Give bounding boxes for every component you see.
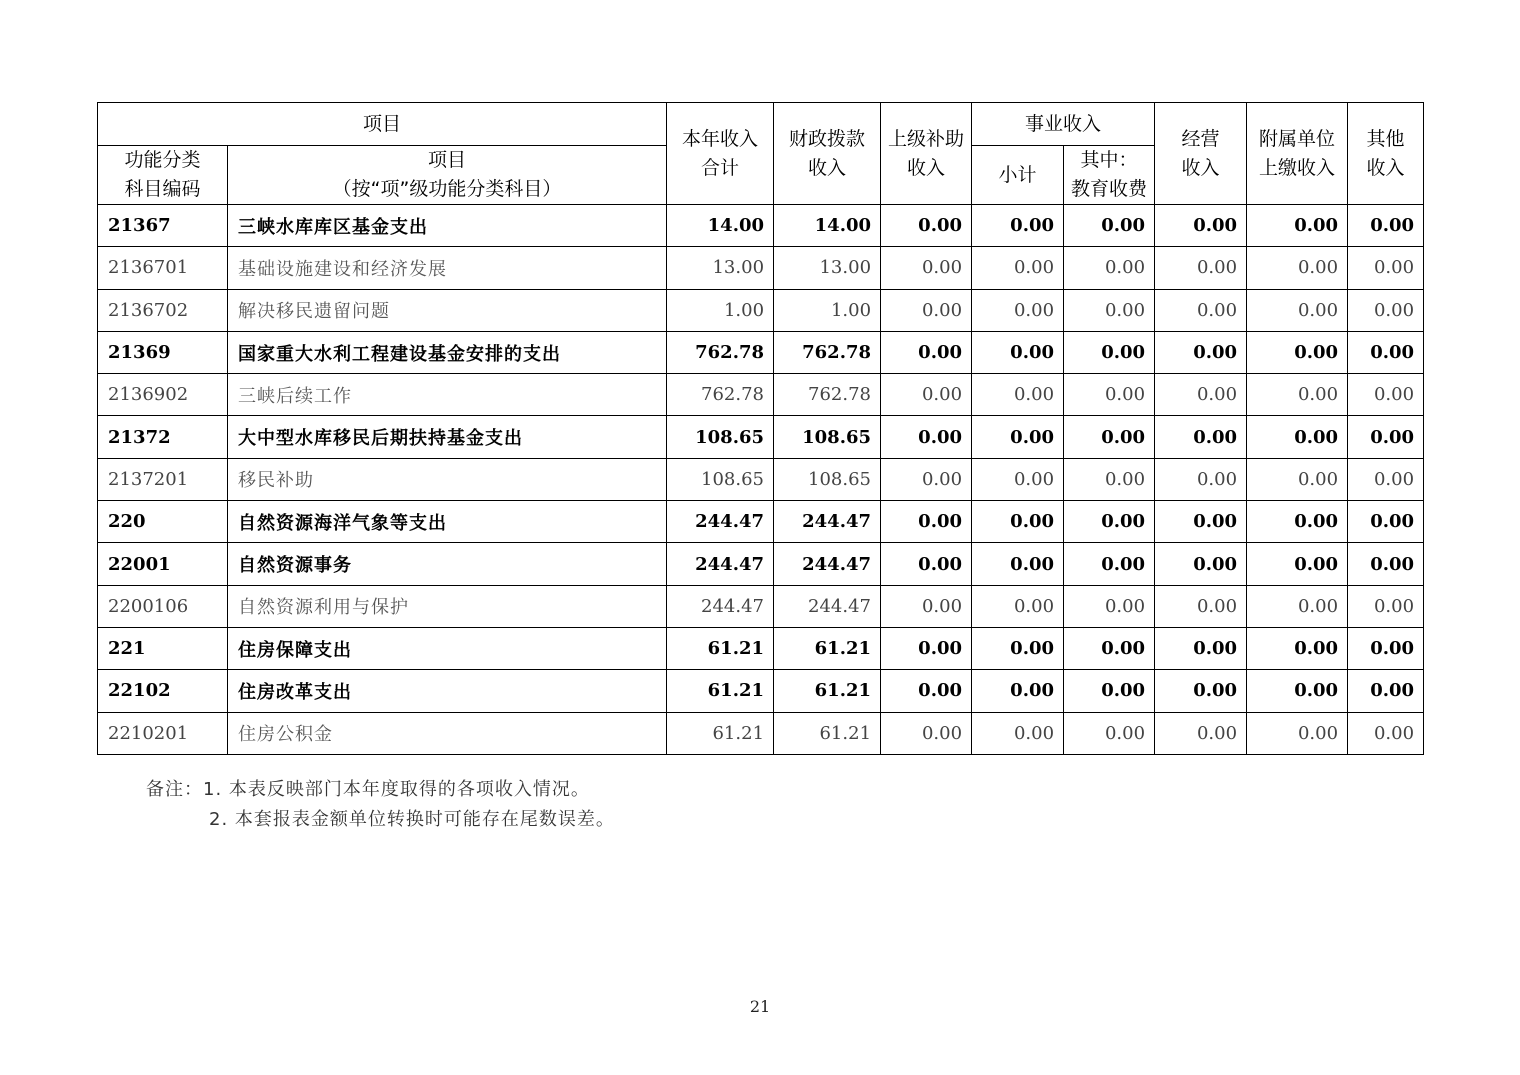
cell-subtotal: 0.00	[972, 247, 1064, 289]
cell-total: 244.47	[667, 543, 774, 585]
cell-superior: 0.00	[881, 247, 972, 289]
cell-code: 2137201	[98, 458, 228, 500]
cell-edu: 0.00	[1064, 458, 1155, 500]
cell-other: 0.00	[1348, 543, 1424, 585]
cell-other: 0.00	[1348, 627, 1424, 669]
cell-business: 0.00	[1155, 247, 1247, 289]
cell-code: 22001	[98, 543, 228, 585]
header-name	[228, 146, 667, 205]
cell-code: 2200106	[98, 585, 228, 627]
header-total-line2: 合计	[701, 156, 740, 179]
cell-affiliated: 0.00	[1247, 416, 1348, 458]
cell-code: 2136701	[98, 247, 228, 289]
header-fiscal-line2: 收入	[808, 156, 847, 179]
cell-subtotal: 0.00	[972, 501, 1064, 543]
header-code-line2: 科目编码	[124, 178, 201, 200]
cell-superior: 0.00	[881, 585, 972, 627]
header-fiscal	[774, 103, 881, 205]
cell-affiliated: 0.00	[1247, 501, 1348, 543]
header-total-line1: 本年收入	[682, 127, 759, 150]
cell-code: 21372	[98, 416, 228, 458]
cell-fiscal: 61.21	[774, 670, 881, 712]
table-body	[98, 205, 1424, 755]
header-affiliated	[1247, 103, 1348, 205]
note-line-2: 2. 本套报表金额单位转换时可能存在尾数误差。	[209, 809, 615, 830]
cell-superior: 0.00	[881, 458, 972, 500]
header-other-line1: 其他	[1366, 127, 1405, 150]
cell-affiliated: 0.00	[1247, 627, 1348, 669]
cell-edu: 0.00	[1064, 501, 1155, 543]
table-row	[98, 543, 1424, 585]
cell-business: 0.00	[1155, 205, 1247, 247]
cell-name: 住房公积金	[228, 712, 667, 754]
cell-edu: 0.00	[1064, 331, 1155, 373]
cell-affiliated: 0.00	[1247, 331, 1348, 373]
cell-total: 61.21	[667, 670, 774, 712]
cell-subtotal: 0.00	[972, 458, 1064, 500]
cell-other: 0.00	[1348, 712, 1424, 754]
cell-affiliated: 0.00	[1247, 458, 1348, 500]
cell-superior: 0.00	[881, 289, 972, 331]
cell-affiliated: 0.00	[1247, 289, 1348, 331]
cell-total: 14.00	[667, 205, 774, 247]
cell-total: 108.65	[667, 458, 774, 500]
cell-superior: 0.00	[881, 374, 972, 416]
table-row	[98, 289, 1424, 331]
cell-name: 移民补助	[228, 458, 667, 500]
header-business	[1155, 103, 1247, 205]
cell-total: 244.47	[667, 585, 774, 627]
cell-affiliated: 0.00	[1247, 374, 1348, 416]
cell-subtotal: 0.00	[972, 543, 1064, 585]
table-row	[98, 247, 1424, 289]
header-project: 项目	[98, 103, 667, 146]
cell-business: 0.00	[1155, 627, 1247, 669]
cell-fiscal: 61.21	[774, 627, 881, 669]
cell-other: 0.00	[1348, 289, 1424, 331]
cell-edu: 0.00	[1064, 543, 1155, 585]
cell-fiscal: 108.65	[774, 416, 881, 458]
cell-fiscal: 244.47	[774, 585, 881, 627]
cell-business: 0.00	[1155, 416, 1247, 458]
table-notes	[146, 775, 615, 835]
cell-fiscal: 244.47	[774, 501, 881, 543]
cell-edu: 0.00	[1064, 205, 1155, 247]
cell-other: 0.00	[1348, 331, 1424, 373]
cell-subtotal: 0.00	[972, 374, 1064, 416]
table-row	[98, 458, 1424, 500]
cell-superior: 0.00	[881, 712, 972, 754]
cell-edu: 0.00	[1064, 289, 1155, 331]
cell-business: 0.00	[1155, 289, 1247, 331]
cell-name: 三峡后续工作	[228, 374, 667, 416]
table-row	[98, 205, 1424, 247]
table-row	[98, 501, 1424, 543]
cell-superior: 0.00	[881, 205, 972, 247]
cell-code: 221	[98, 627, 228, 669]
cell-code: 2210201	[98, 712, 228, 754]
cell-edu: 0.00	[1064, 627, 1155, 669]
page-number: 21	[749, 997, 771, 1016]
cell-edu: 0.00	[1064, 585, 1155, 627]
header-business-line1: 经营	[1181, 127, 1220, 150]
cell-name: 国家重大水利工程建设基金安排的支出	[228, 331, 667, 373]
header-career: 事业收入	[972, 103, 1155, 146]
cell-other: 0.00	[1348, 501, 1424, 543]
cell-other: 0.00	[1348, 416, 1424, 458]
cell-superior: 0.00	[881, 416, 972, 458]
cell-business: 0.00	[1155, 585, 1247, 627]
cell-edu: 0.00	[1064, 374, 1155, 416]
table-row	[98, 374, 1424, 416]
header-name-line2: （按“项”级功能分类科目）	[332, 178, 562, 200]
header-other	[1348, 103, 1424, 205]
cell-code: 220	[98, 501, 228, 543]
cell-superior: 0.00	[881, 501, 972, 543]
cell-affiliated: 0.00	[1247, 247, 1348, 289]
cell-subtotal: 0.00	[972, 670, 1064, 712]
cell-name: 住房保障支出	[228, 627, 667, 669]
header-edu	[1064, 146, 1155, 205]
cell-fiscal: 762.78	[774, 374, 881, 416]
cell-fiscal: 61.21	[774, 712, 881, 754]
header-edu-line2: 教育收费	[1071, 178, 1148, 200]
cell-subtotal: 0.00	[972, 416, 1064, 458]
cell-business: 0.00	[1155, 712, 1247, 754]
header-business-line2: 收入	[1181, 156, 1220, 179]
cell-code: 2136902	[98, 374, 228, 416]
cell-fiscal: 244.47	[774, 543, 881, 585]
cell-affiliated: 0.00	[1247, 543, 1348, 585]
cell-other: 0.00	[1348, 585, 1424, 627]
cell-business: 0.00	[1155, 501, 1247, 543]
header-code-line1: 功能分类	[124, 149, 201, 171]
cell-affiliated: 0.00	[1247, 585, 1348, 627]
cell-edu: 0.00	[1064, 416, 1155, 458]
table-row	[98, 627, 1424, 669]
cell-edu: 0.00	[1064, 712, 1155, 754]
cell-subtotal: 0.00	[972, 627, 1064, 669]
cell-fiscal: 762.78	[774, 331, 881, 373]
header-affiliated-line2: 上缴收入	[1259, 156, 1336, 179]
cell-total: 244.47	[667, 501, 774, 543]
cell-affiliated: 0.00	[1247, 670, 1348, 712]
cell-affiliated: 0.00	[1247, 205, 1348, 247]
cell-total: 61.21	[667, 712, 774, 754]
header-superior-line2: 收入	[907, 156, 946, 179]
header-affiliated-line1: 附属单位	[1259, 127, 1336, 150]
cell-name: 基础设施建设和经济发展	[228, 247, 667, 289]
cell-total: 13.00	[667, 247, 774, 289]
cell-total: 108.65	[667, 416, 774, 458]
cell-code: 2136702	[98, 289, 228, 331]
header-edu-line1: 其中：	[1080, 149, 1138, 171]
cell-code: 22102	[98, 670, 228, 712]
cell-other: 0.00	[1348, 458, 1424, 500]
cell-business: 0.00	[1155, 374, 1247, 416]
cell-total: 1.00	[667, 289, 774, 331]
table-row	[98, 416, 1424, 458]
table-row	[98, 585, 1424, 627]
cell-name: 住房改革支出	[228, 670, 667, 712]
cell-total: 762.78	[667, 331, 774, 373]
cell-name: 自然资源利用与保护	[228, 585, 667, 627]
cell-code: 21367	[98, 205, 228, 247]
cell-subtotal: 0.00	[972, 331, 1064, 373]
table-row	[98, 331, 1424, 373]
table-row	[98, 670, 1424, 712]
cell-superior: 0.00	[881, 331, 972, 373]
header-code	[98, 146, 228, 205]
cell-fiscal: 1.00	[774, 289, 881, 331]
cell-edu: 0.00	[1064, 670, 1155, 712]
cell-name: 大中型水库移民后期扶持基金支出	[228, 416, 667, 458]
cell-other: 0.00	[1348, 374, 1424, 416]
cell-business: 0.00	[1155, 670, 1247, 712]
header-superior	[881, 103, 972, 205]
cell-business: 0.00	[1155, 543, 1247, 585]
cell-subtotal: 0.00	[972, 205, 1064, 247]
cell-subtotal: 0.00	[972, 585, 1064, 627]
header-total	[667, 103, 774, 205]
table-row	[98, 712, 1424, 754]
income-table	[97, 102, 1424, 755]
cell-code: 21369	[98, 331, 228, 373]
cell-edu: 0.00	[1064, 247, 1155, 289]
cell-fiscal: 108.65	[774, 458, 881, 500]
header-superior-line1: 上级补助	[888, 127, 965, 150]
cell-business: 0.00	[1155, 331, 1247, 373]
cell-total: 61.21	[667, 627, 774, 669]
cell-subtotal: 0.00	[972, 289, 1064, 331]
cell-superior: 0.00	[881, 670, 972, 712]
table-header	[98, 103, 1424, 205]
cell-subtotal: 0.00	[972, 712, 1064, 754]
cell-fiscal: 14.00	[774, 205, 881, 247]
note-line-1: 备注：1. 本表反映部门本年度取得的各项收入情况。	[146, 779, 590, 800]
cell-other: 0.00	[1348, 205, 1424, 247]
header-name-line1: 项目	[428, 149, 467, 171]
cell-affiliated: 0.00	[1247, 712, 1348, 754]
cell-name: 三峡水库库区基金支出	[228, 205, 667, 247]
cell-other: 0.00	[1348, 670, 1424, 712]
cell-name: 自然资源事务	[228, 543, 667, 585]
cell-total: 762.78	[667, 374, 774, 416]
cell-business: 0.00	[1155, 458, 1247, 500]
cell-name: 自然资源海洋气象等支出	[228, 501, 667, 543]
cell-fiscal: 13.00	[774, 247, 881, 289]
header-fiscal-line1: 财政拨款	[789, 127, 866, 150]
header-other-line2: 收入	[1366, 156, 1405, 179]
header-subtotal: 小计	[972, 146, 1064, 205]
cell-other: 0.00	[1348, 247, 1424, 289]
cell-name: 解决移民遗留问题	[228, 289, 667, 331]
cell-superior: 0.00	[881, 627, 972, 669]
cell-superior: 0.00	[881, 543, 972, 585]
